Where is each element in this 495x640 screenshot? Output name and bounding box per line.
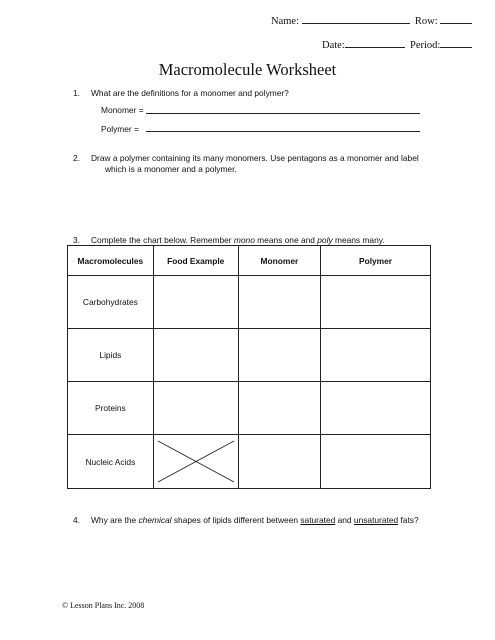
q4-text (91, 515, 419, 525)
monomer-cell[interactable] (238, 329, 320, 382)
q1-number: 1. (73, 88, 80, 98)
q3-mono-word: mono (233, 235, 255, 245)
table-header-row (68, 246, 431, 276)
q4-saturated-word: saturated (300, 515, 336, 525)
q4-text-part: fats? (398, 515, 419, 525)
row-label-carbohydrates: Carbohydrates (68, 276, 154, 329)
monomer-cell[interactable] (238, 382, 320, 435)
q4-text-part: shapes of lipids different between (171, 515, 301, 525)
date-field (322, 38, 472, 51)
period-blank[interactable] (440, 38, 472, 48)
header-macromolecules: Macromolecules (68, 246, 154, 276)
table-row (68, 382, 431, 435)
header-food-example: Food Example (153, 246, 238, 276)
q3-poly-word: poly (317, 235, 333, 245)
date-blank[interactable] (345, 38, 405, 48)
row-blank[interactable] (440, 14, 472, 24)
q2-text-line2: which is a monomer and a polymer. (105, 164, 237, 174)
q4-text-part: and (335, 515, 354, 525)
table-row (68, 329, 431, 382)
row-label-proteins: Proteins (68, 382, 154, 435)
q4-unsaturated-word: unsaturated (353, 515, 399, 525)
header-polymer: Polymer (321, 246, 431, 276)
polymer-cell[interactable] (321, 276, 431, 329)
row-label-nucleic-acids: Nucleic Acids (68, 435, 154, 489)
q2-text-line1: Draw a polymer containing its many monomers. Use pentagons as a monomer and label (91, 153, 419, 163)
q3-text (91, 235, 385, 245)
food-example-cell[interactable] (153, 276, 238, 329)
q2-number: 2. (73, 153, 80, 163)
macromolecule-chart (67, 245, 431, 489)
food-example-cell[interactable] (153, 382, 238, 435)
q1-text: What are the definitions for a monomer and polymer? (91, 88, 289, 98)
crossed-out-cell (153, 435, 238, 489)
polymer-cell[interactable] (321, 435, 431, 489)
cross-out-icon (154, 435, 238, 488)
table-row (68, 435, 431, 489)
food-example-cell[interactable] (153, 329, 238, 382)
q3-text-part: means one and (254, 235, 318, 245)
polymer-cell[interactable] (321, 382, 431, 435)
polymer-cell[interactable] (321, 329, 431, 382)
monomer-cell[interactable] (238, 276, 320, 329)
name-label: Name: (271, 16, 299, 27)
q4-text-part: Why are the (91, 515, 139, 525)
monomer-answer-line[interactable] (146, 113, 420, 114)
q3-number: 3. (73, 235, 80, 245)
q3-text-part: means many. (332, 235, 385, 245)
header-monomer: Monomer (238, 246, 320, 276)
row-label-lipids: Lipids (68, 329, 154, 382)
name-blank[interactable] (302, 14, 410, 24)
date-label: Date: (322, 40, 345, 51)
q4-chemical-word: chemical (138, 515, 172, 525)
q3-text-part: Complete the chart below. Remember (91, 235, 234, 245)
name-field (271, 14, 472, 27)
copyright-footer: © Lesson Plans Inc. 2008 (62, 601, 145, 610)
row-label: Row: (414, 16, 438, 27)
page-title: Macromolecule Worksheet (158, 60, 337, 79)
table-row (68, 276, 431, 329)
polymer-label: Polymer = (101, 124, 139, 134)
monomer-cell[interactable] (238, 435, 320, 489)
polymer-answer-line[interactable] (146, 131, 420, 132)
q4-number: 4. (73, 515, 80, 525)
monomer-label: Monomer = (101, 105, 144, 115)
period-label: Period: (410, 40, 441, 51)
